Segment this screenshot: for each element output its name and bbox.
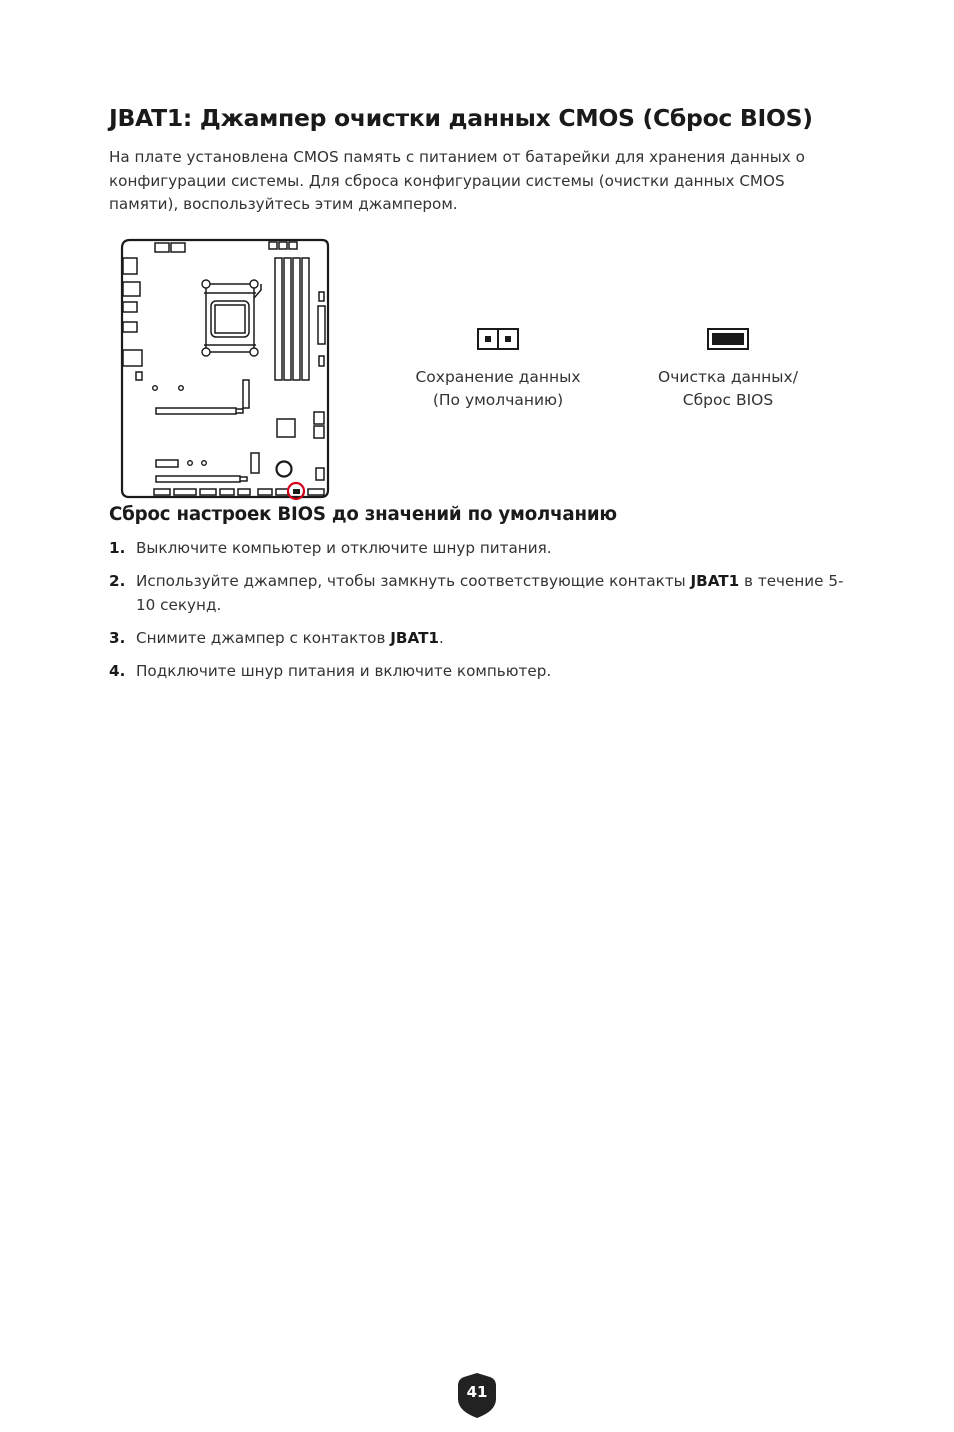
jumper-clear-data-label	[628, 366, 828, 411]
reset-steps-list	[109, 537, 844, 693]
page-number: 41	[466, 1383, 488, 1401]
step-bold-jbat1: JBAT1	[690, 572, 740, 590]
jumper-clear-data-line1: Очистка данных/	[658, 368, 798, 386]
page-title: JBAT1: Джампер очистки данных CMOS (Сброс BIOS)	[109, 104, 813, 132]
jumper-closed-icon	[707, 328, 749, 350]
step-number: 1.	[109, 539, 126, 557]
step-item	[109, 570, 844, 617]
jumper-clear-data-line2: Сброс BIOS	[682, 390, 774, 409]
step-text: Выключите компьютер и отключите шнур питания.	[136, 539, 552, 557]
page-number-badge	[457, 1372, 497, 1419]
step-text: Используйте джампер, чтобы замкнуть соответствующие контакты	[136, 572, 691, 590]
step-item	[109, 537, 844, 561]
motherboard-diagram	[118, 238, 332, 502]
step-text: Подключите шнур питания и включите компьютер.	[136, 661, 552, 680]
jumper-keep-data-line1: Сохранение данных	[415, 368, 581, 386]
step-text-end: .	[439, 628, 444, 647]
jumper-keep-data-label	[398, 366, 598, 411]
step-item	[109, 627, 844, 651]
step-number: 2.	[109, 572, 126, 590]
section-subtitle: Сброс настроек BIOS до значений по умолчанию	[109, 504, 617, 525]
step-text: Снимите джампер с контактов	[136, 628, 391, 647]
jumper-open-icon	[477, 328, 519, 350]
intro-paragraph: На плате установлена CMOS память с питанием от батарейки для хранения данных о конфигурации системы. Для сброса конфигурации системы (очистки данных CMOS памяти), воспользуйтесь этим джампером.	[109, 148, 805, 213]
step-bold-jbat1: JBAT1	[390, 628, 439, 647]
step-number: 4.	[109, 661, 126, 680]
step-text-end: в течение 5-10 секунд.	[136, 572, 844, 614]
jumper-keep-data-line2: (По умолчанию)	[432, 390, 564, 409]
step-item	[109, 660, 844, 684]
step-number: 3.	[109, 628, 126, 647]
